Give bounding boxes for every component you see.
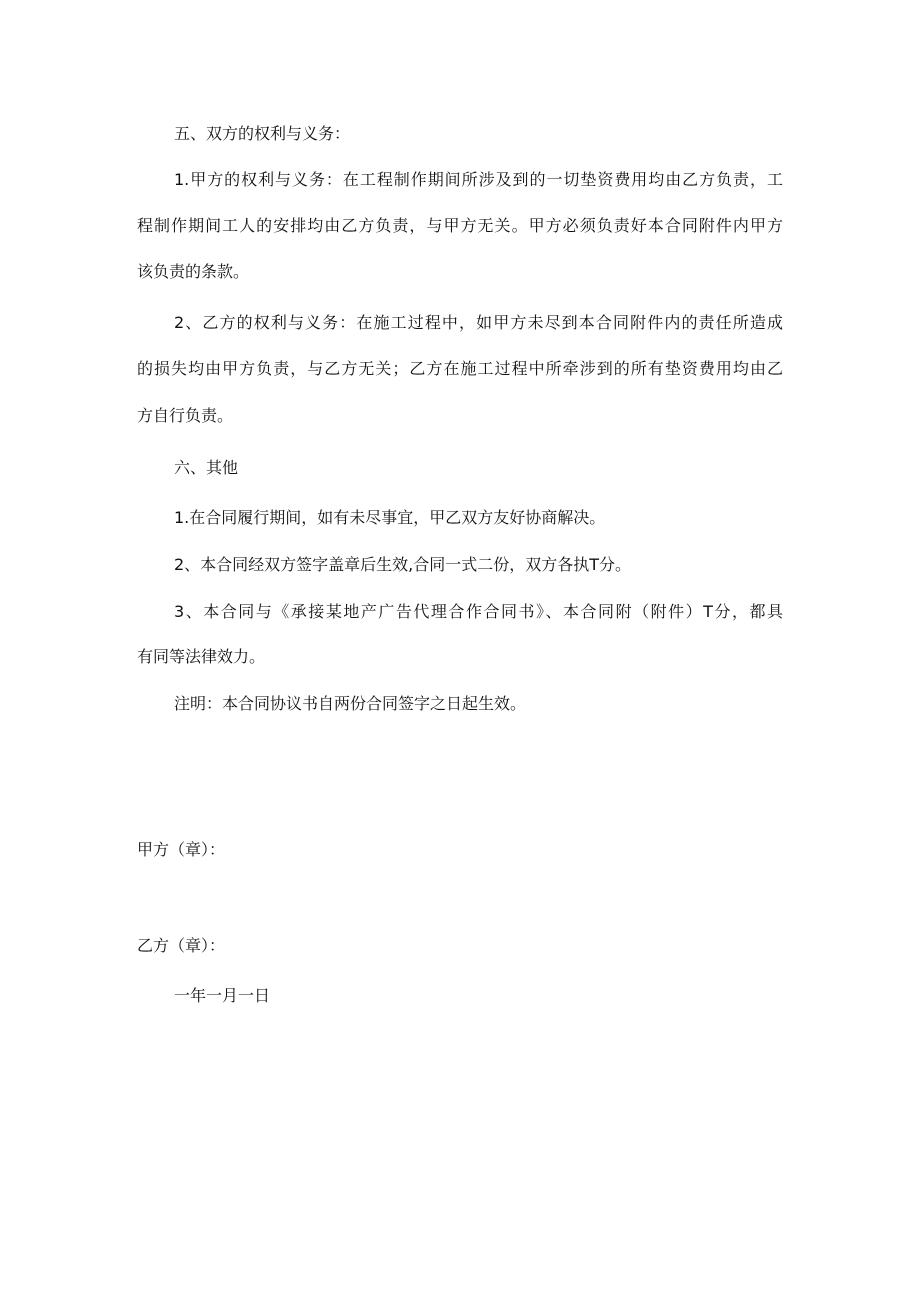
section6-item1: 1.在合同履行期间，如有未尽事宜，甲乙双方友好协商解决。: [174, 508, 606, 527]
section6-item2: 2、本合同经双方签字盖章后生效,合同一式二份，双方各执T分。: [174, 555, 632, 574]
section5-item1-line1: 1.甲方的权利与义务：在工程制作期间所涉及到的一切垫资费用均由乙方负责，工: [174, 170, 783, 189]
section6-item3-line1: 3、本合同与《承接某地产广告代理合作合同书》、本合同附（附件）T分，都具: [174, 602, 783, 621]
party-a-seal-label: 甲方（章）：: [137, 840, 226, 859]
section5-item1-line3: 该负责的条款。: [137, 262, 250, 281]
section5-heading: 五、双方的权利与义务：: [174, 124, 351, 143]
section5-item2-line2: 的损失均由甲方负责，与乙方无关；乙方在施工过程中所牵涉到的所有垫资费用均由乙: [137, 359, 783, 378]
effective-note: 注明：本合同协议书自两份合同签字之日起生效。: [174, 694, 527, 713]
section6-item3-line2: 有同等法律效力。: [137, 647, 266, 666]
section5-item1-line2: 程制作期间工人的安排均由乙方负责，与甲方无关。甲方必须负责好本合同附件内甲方: [137, 216, 783, 235]
section5-item2-line3: 方自行负责。: [137, 406, 234, 425]
section5-item2-line1: 2、乙方的权利与义务：在施工过程中，如甲方未尽到本合同附件内的责任所造成: [174, 313, 783, 332]
signing-date: 一年一月一日: [174, 986, 271, 1005]
party-b-seal-label: 乙方（章）：: [137, 936, 226, 955]
section6-heading: 六、其他: [174, 458, 239, 477]
